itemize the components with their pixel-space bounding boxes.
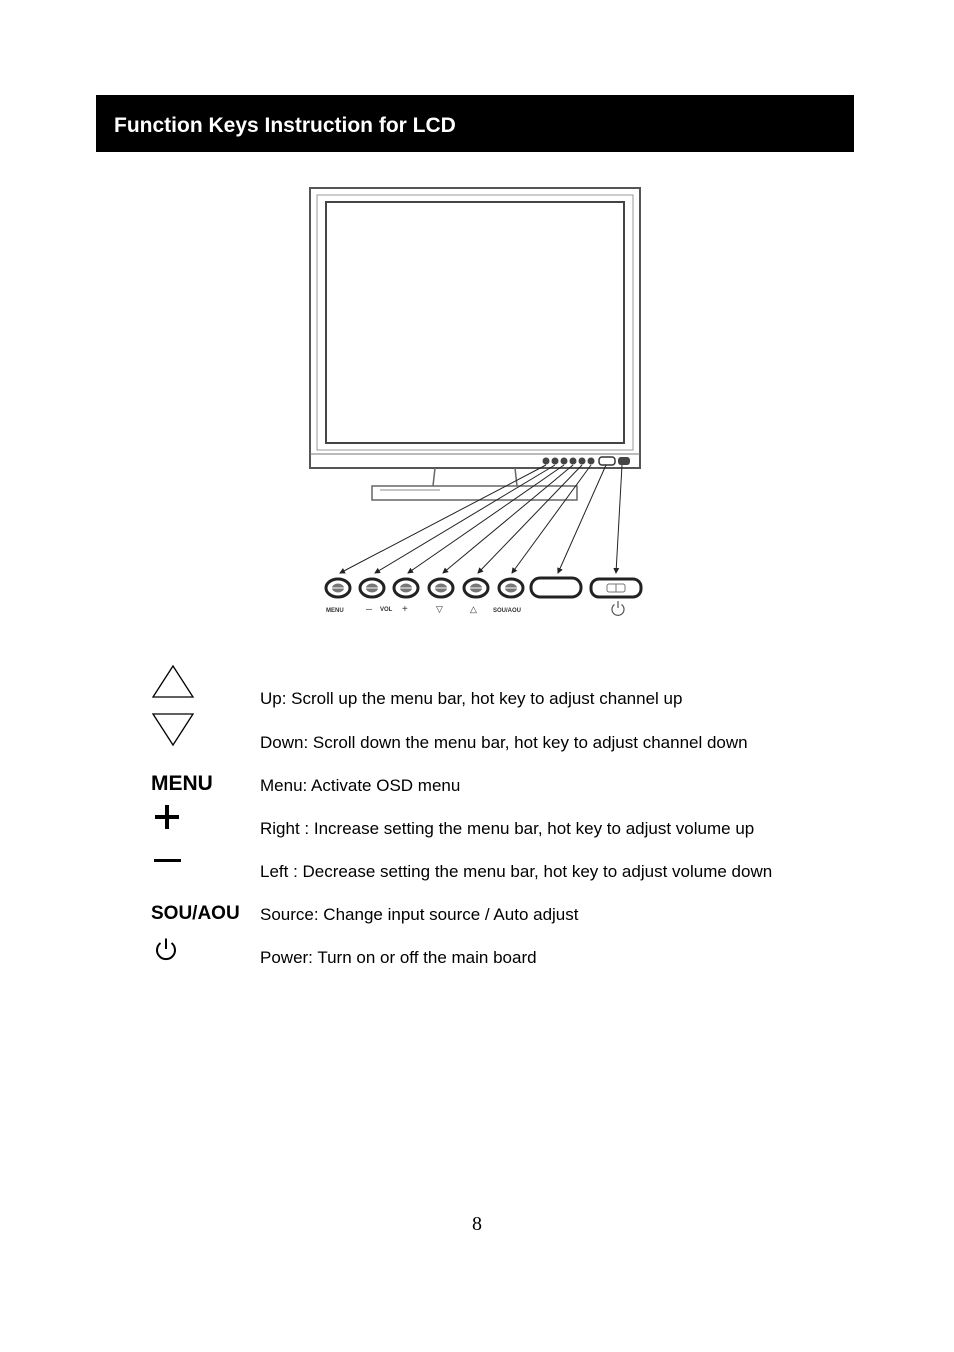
down-triangle-icon: [150, 712, 196, 748]
button-down: [429, 579, 453, 597]
pointer-arrows: [340, 465, 622, 573]
label-vol: VOL: [380, 607, 393, 613]
key-description-source: Source: Change input source / Auto adjust: [260, 905, 579, 924]
page-number: 8: [472, 1213, 482, 1235]
stand-neck-left: [433, 468, 435, 486]
button-sou-aou: [499, 579, 523, 597]
section-title: Function Keys Instruction for LCD: [114, 114, 456, 137]
label-minus: —: [366, 607, 372, 613]
button-menu: [326, 579, 350, 597]
power-icon: [153, 937, 179, 963]
key-description-up: Up: Scroll up the menu bar, hot key to adjust channel up: [260, 689, 683, 708]
button-vol-plus: [394, 579, 418, 597]
key-description-left: Left : Decrease setting the menu bar, hot key to adjust volume down: [260, 862, 773, 881]
menu-symbol: MENU: [151, 772, 213, 795]
sou-aou-symbol: SOU/AOU: [151, 903, 240, 924]
key-description-power: Power: Turn on or off the main board: [260, 948, 537, 967]
label-up: △: [470, 604, 477, 614]
button-wide: [531, 578, 581, 597]
label-plus: +: [402, 604, 408, 615]
enlarged-buttons: [326, 578, 641, 597]
stand-neck-right: [515, 468, 517, 486]
monitor-screen: [326, 202, 624, 443]
up-triangle-icon: [150, 664, 196, 700]
monitor-diagram-svg: [300, 180, 660, 630]
plus-icon: [153, 803, 183, 833]
key-description-menu: Menu: Activate OSD menu: [260, 776, 461, 795]
key-description-down: Down: Scroll down the menu bar, hot key to adjust channel down: [260, 733, 748, 752]
button-power: [591, 579, 641, 597]
section-header: [96, 95, 854, 152]
monitor-diagram: [300, 180, 660, 630]
button-vol-minus: [360, 579, 384, 597]
power-icon: [612, 601, 624, 615]
key-description-right: Right : Increase setting the menu bar, hot key to adjust volume up: [260, 819, 755, 838]
minus-icon: [153, 850, 183, 870]
button-up: [464, 579, 488, 597]
monitor-stand: [372, 486, 577, 500]
label-sou-aou: SOU/AOU: [493, 608, 522, 614]
label-menu: MENU: [326, 608, 344, 614]
label-down: ▽: [436, 604, 443, 614]
